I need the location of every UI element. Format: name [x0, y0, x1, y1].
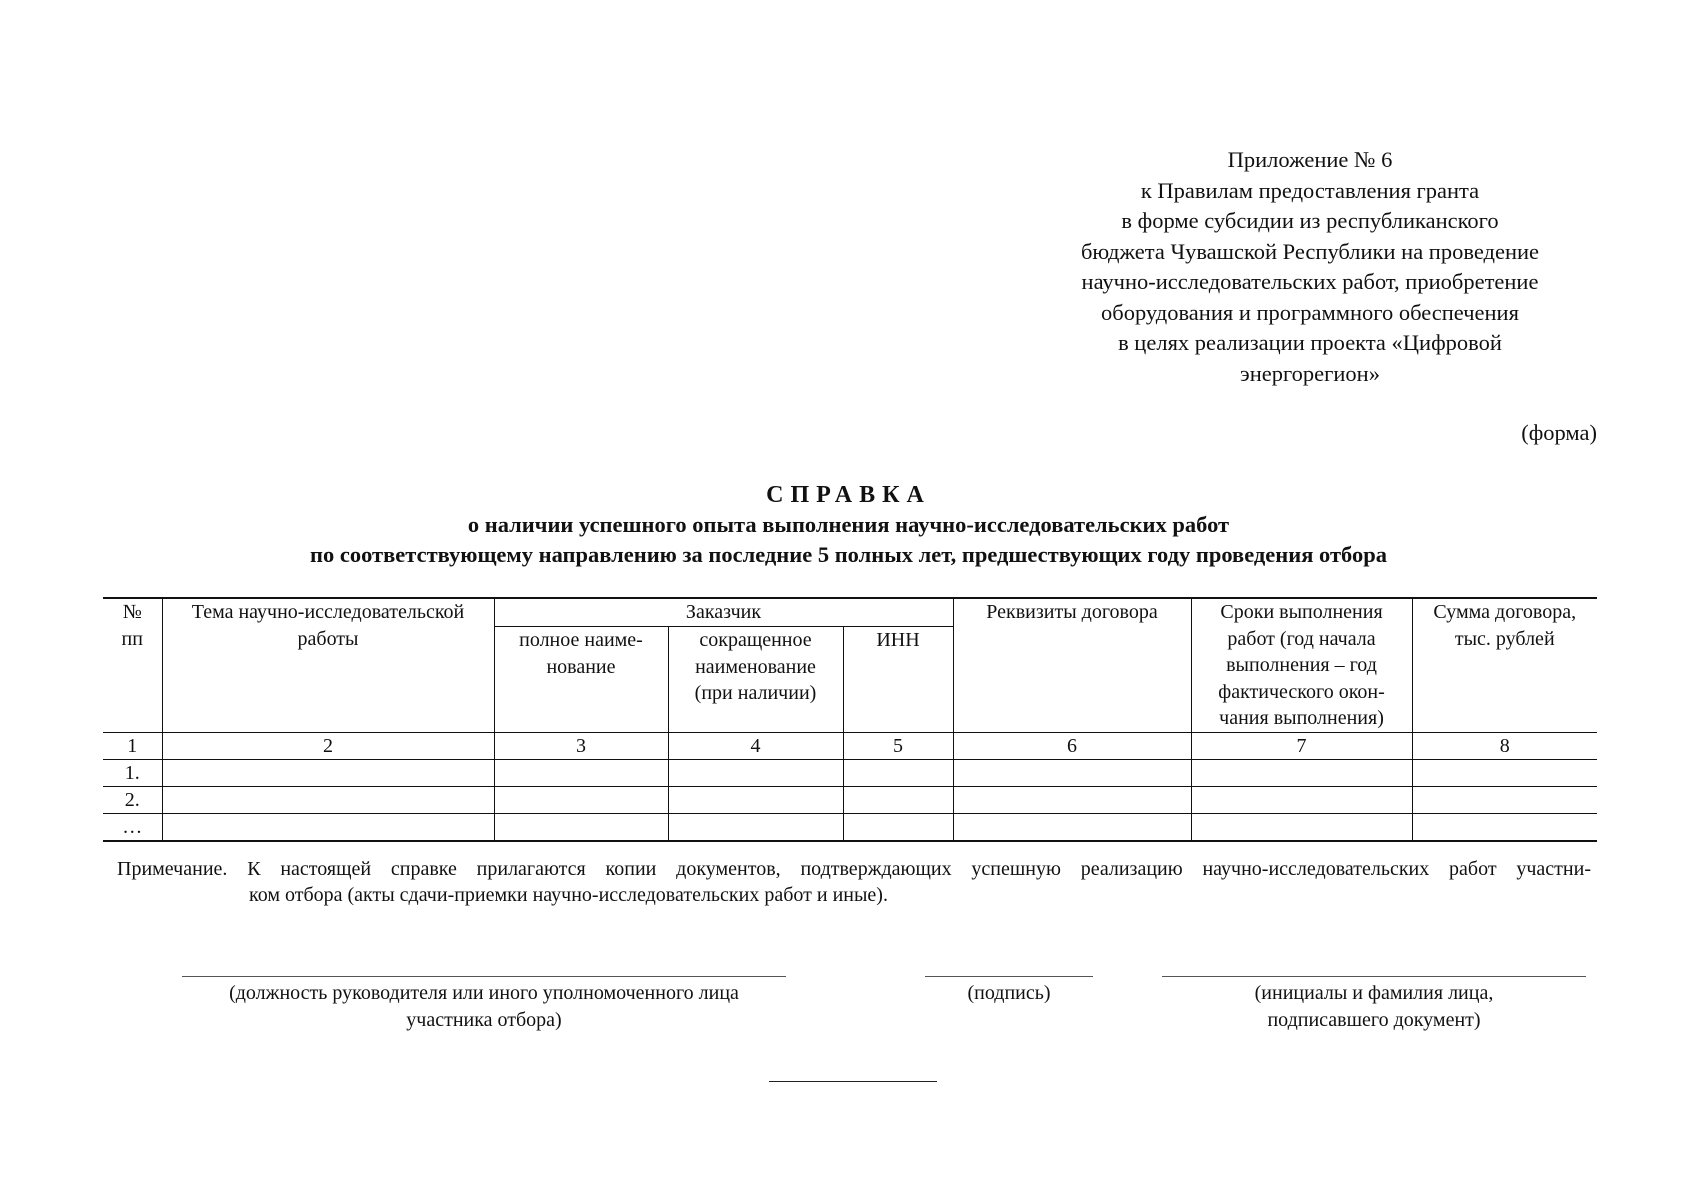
header-text: полное наиме-: [519, 629, 643, 652]
appendix-block: [1030, 145, 1590, 389]
table-cell: [1191, 786, 1412, 813]
appendix-line: в целях реализации проекта «Цифровой: [1118, 330, 1502, 355]
table-cell: [668, 759, 843, 786]
header-customer-short-name: [668, 627, 843, 732]
document-title: [0, 480, 1697, 570]
header-customer-inn: ИНН: [843, 627, 953, 732]
header-text: (при наличии): [694, 682, 817, 705]
position-signature-line: [182, 976, 786, 977]
header-text: Сумма договора,: [1433, 601, 1577, 623]
appendix-line: научно-исследовательских работ, приобретение: [1081, 269, 1539, 294]
header-text: сокращенное: [699, 629, 812, 652]
header-contract-details: Реквизиты договора: [953, 598, 1191, 732]
table-cell: [1191, 813, 1412, 841]
form-label: (форма): [1521, 420, 1597, 445]
column-number-row: [103, 732, 1597, 759]
table-cell: [843, 813, 953, 841]
table-cell: [1412, 759, 1597, 786]
row-number: 2.: [103, 786, 162, 813]
table-row: [103, 813, 1597, 841]
table-cell: [843, 786, 953, 813]
table-cell: [494, 813, 668, 841]
header-text: фактического окон-: [1218, 680, 1385, 703]
table-cell: [668, 813, 843, 841]
caption-text: (подпись): [967, 982, 1051, 1004]
table-cell: [494, 759, 668, 786]
table-cell: [953, 759, 1191, 786]
header-text: выполнения – год: [1226, 654, 1377, 676]
header-text: наименование: [695, 655, 816, 678]
header-text: чания выполнения): [1219, 707, 1384, 729]
position-caption: [150, 980, 818, 1033]
note-line: ком отбора (акты сдачи-приемки научно-исследовательских работ и иные).: [249, 884, 888, 906]
column-number: 6: [953, 732, 1191, 759]
header-text: нование: [546, 655, 616, 678]
header-customer: Заказчик: [494, 598, 953, 627]
header-terms: [1191, 598, 1412, 732]
column-number: 8: [1412, 732, 1597, 759]
column-number: 5: [843, 732, 953, 759]
header-text: №: [122, 601, 142, 623]
table-cell: [668, 786, 843, 813]
caption-text: (должность руководителя или иного уполномоченного лица: [229, 982, 739, 1004]
name-caption: [1142, 980, 1606, 1033]
title-subtitle-line2: по соответствующему направлению за последние 5 полных лет, предшествующих году проведения отбора: [310, 542, 1387, 567]
title-main: СПРАВКА: [766, 482, 931, 508]
signature-line: [925, 976, 1093, 977]
name-signature-line: [1162, 976, 1586, 977]
signature-caption: [900, 980, 1118, 1007]
title-subtitle-line1: о наличии успешного опыта выполнения научно-исследовательских работ: [467, 512, 1230, 537]
header-amount: [1412, 598, 1597, 732]
column-number: 4: [668, 732, 843, 759]
table-cell: [843, 759, 953, 786]
caption-text: подписавшего документ): [1267, 1008, 1481, 1031]
table-cell: [494, 786, 668, 813]
table-cell: [1412, 813, 1597, 841]
table-cell: [1412, 786, 1597, 813]
header-customer-full-name: [494, 627, 668, 732]
header-num: [103, 598, 162, 732]
table-cell: [162, 813, 494, 841]
header-text: работ (год начала: [1227, 627, 1376, 650]
header-topic: [162, 598, 494, 732]
table-cell: [1191, 759, 1412, 786]
header-text: пп: [121, 627, 143, 650]
column-number: 2: [162, 732, 494, 759]
header-text: Сроки выполнения: [1220, 601, 1383, 623]
experience-table: [103, 597, 1597, 842]
note-block: [117, 856, 1591, 908]
column-number: 1: [103, 732, 162, 759]
table-cell: [953, 786, 1191, 813]
bottom-separator-line: [769, 1081, 937, 1082]
table-cell: [162, 786, 494, 813]
appendix-line: бюджета Чувашской Республики на проведение: [1080, 238, 1540, 264]
header-text: тыс. рублей: [1454, 627, 1555, 650]
column-number: 3: [494, 732, 668, 759]
table-cell: [953, 813, 1191, 841]
header-text: работы: [297, 627, 359, 650]
table-row: [103, 759, 1597, 786]
caption-text: участника отбора): [406, 1008, 562, 1031]
note-line: Примечание. К настоящей справке прилагаются копии документов, подтверждающих успешную реализацию научно-исследовательских работ участни-: [117, 858, 1591, 880]
table-row: [103, 786, 1597, 813]
appendix-line: к Правилам предоставления гранта: [1140, 177, 1480, 203]
row-number: …: [103, 813, 162, 841]
appendix-line: Приложение № 6: [1227, 147, 1393, 172]
header-text: Тема научно-исследовательской: [191, 601, 465, 623]
appendix-line: оборудования и программного обеспечения: [1101, 299, 1519, 325]
row-number: 1.: [103, 759, 162, 786]
appendix-line: энергорегион»: [1240, 360, 1380, 386]
appendix-line: в форме субсидии из республиканского: [1121, 208, 1499, 233]
caption-text: (инициалы и фамилия лица,: [1254, 982, 1494, 1004]
column-number: 7: [1191, 732, 1412, 759]
table-cell: [162, 759, 494, 786]
